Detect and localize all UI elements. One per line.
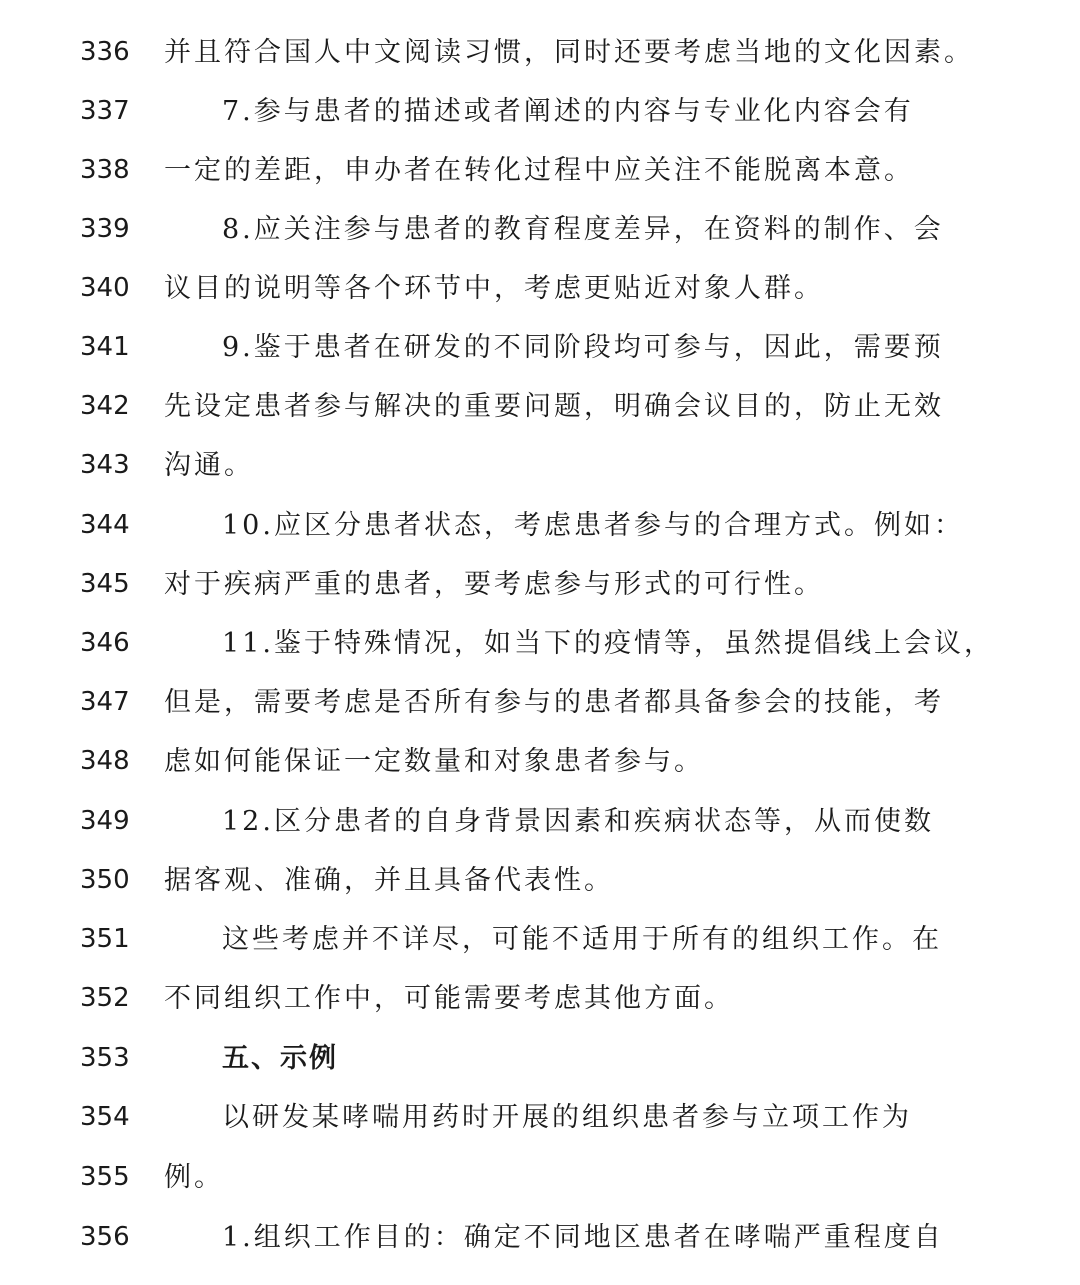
line-text: 11.鉴于特殊情况，如当下的疫情等，虽然提倡线上会议，: [222, 628, 994, 659]
document-line: [0, 496, 1080, 555]
document-line: [0, 732, 1080, 791]
line-number: 341: [80, 332, 130, 362]
line-number: 356: [80, 1222, 130, 1252]
line-number: 336: [80, 37, 130, 67]
line-text: 议目的说明等各个环节中，考虑更贴近对象人群。: [164, 273, 824, 304]
line-number: 343: [80, 450, 130, 480]
line-text: 1.组织工作目的：确定不同地区患者在哮喘严重程度自: [222, 1222, 944, 1253]
line-number: 337: [80, 96, 130, 126]
line-text: 不同组织工作中，可能需要考虑其他方面。: [164, 983, 734, 1014]
line-text: 虑如何能保证一定数量和对象患者参与。: [164, 746, 704, 777]
line-number: 344: [80, 510, 130, 540]
document-line: [0, 910, 1080, 969]
line-text: 先设定患者参与解决的重要问题，明确会议目的，防止无效: [164, 391, 944, 422]
line-number: 342: [80, 391, 130, 421]
line-number: 354: [80, 1102, 130, 1132]
line-number: 351: [80, 924, 130, 954]
document-line: [0, 614, 1080, 673]
line-number: 348: [80, 746, 130, 776]
document-line: [0, 851, 1080, 910]
line-number: 346: [80, 628, 130, 658]
line-number: 355: [80, 1162, 130, 1192]
section-heading: 五、示例: [222, 1043, 338, 1074]
document-line: [0, 318, 1080, 377]
line-text: 对于疾病严重的患者，要考虑参与形式的可行性。: [164, 569, 824, 600]
document-line: [0, 82, 1080, 141]
line-text: 这些考虑并不详尽，可能不适用于所有的组织工作。在: [222, 924, 942, 955]
line-text: 并且符合国人中文阅读习惯，同时还要考虑当地的文化因素。: [164, 37, 974, 68]
line-number: 347: [80, 687, 130, 717]
document-line: [0, 1148, 1080, 1207]
document-line: [0, 259, 1080, 318]
document-line: [0, 377, 1080, 436]
document-line: [0, 141, 1080, 200]
line-text: 9.鉴于患者在研发的不同阶段均可参与，因此，需要预: [222, 332, 944, 363]
line-number: 339: [80, 214, 130, 244]
line-text: 例。: [164, 1162, 224, 1193]
line-text: 7.参与患者的描述或者阐述的内容与专业化内容会有: [222, 96, 914, 127]
line-text: 12.区分患者的自身背景因素和疾病状态等，从而使数: [222, 806, 934, 837]
document-line: [0, 436, 1080, 495]
line-number: 349: [80, 806, 130, 836]
line-number: 350: [80, 865, 130, 895]
line-number: 352: [80, 983, 130, 1013]
line-text: 但是，需要考虑是否所有参与的患者都具备参会的技能，考: [164, 687, 944, 718]
line-text: 沟通。: [164, 450, 254, 481]
document-line: [0, 792, 1080, 851]
document-line: [0, 1208, 1080, 1267]
document-line: [0, 1029, 1080, 1088]
document-line: [0, 23, 1080, 82]
line-number: 353: [80, 1043, 130, 1073]
document-line: [0, 555, 1080, 614]
document-line: [0, 1088, 1080, 1147]
line-number: 340: [80, 273, 130, 303]
document-line: [0, 969, 1080, 1028]
line-text: 10.应区分患者状态，考虑患者参与的合理方式。例如：: [222, 510, 964, 541]
line-number: 338: [80, 155, 130, 185]
line-text: 据客观、准确，并且具备代表性。: [164, 865, 614, 896]
line-text: 以研发某哮喘用药时开展的组织患者参与立项工作为: [222, 1102, 912, 1133]
line-number: 345: [80, 569, 130, 599]
line-text: 一定的差距，申办者在转化过程中应关注不能脱离本意。: [164, 155, 914, 186]
document-line: [0, 673, 1080, 732]
document-line: [0, 200, 1080, 259]
line-text: 8.应关注参与患者的教育程度差异，在资料的制作、会: [222, 214, 944, 245]
